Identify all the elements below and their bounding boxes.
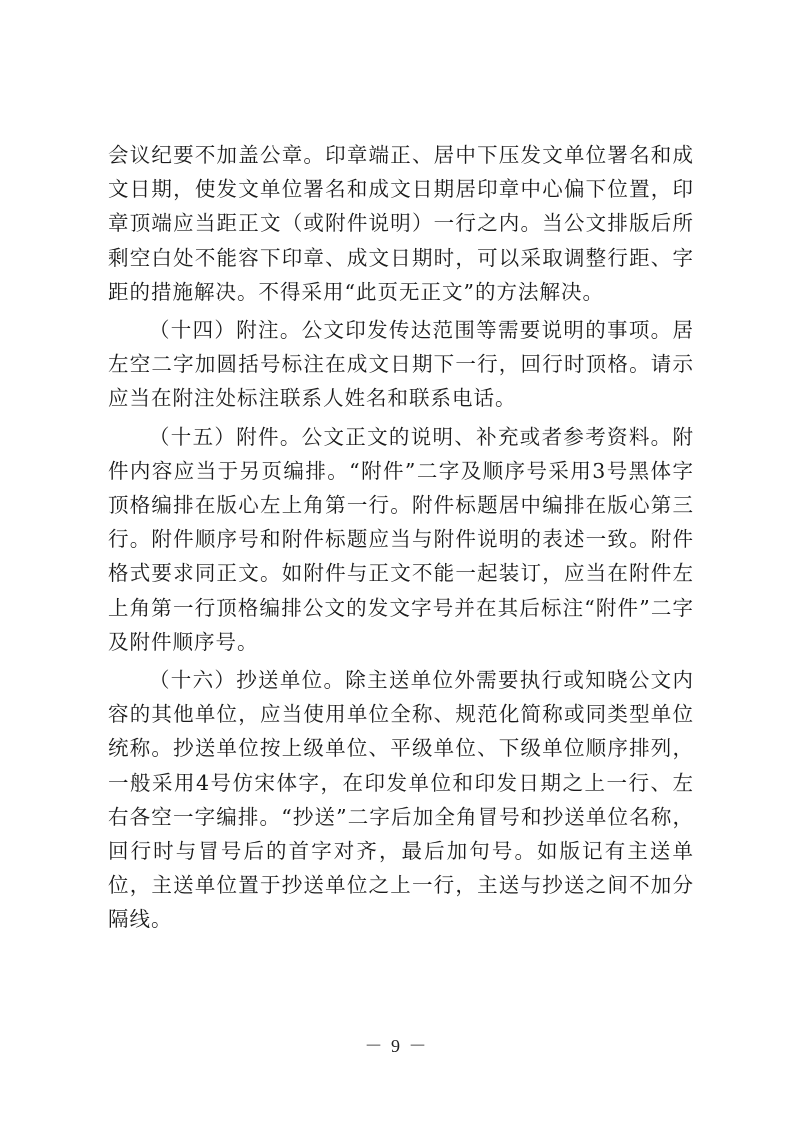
page-number: － 9 － [364, 1036, 429, 1056]
document-body [108, 138, 694, 941]
paragraph-section-16-cc-units: （十六）抄送单位。除主送单位外需要执行或知晓公文内容的其他单位，应当使用单位全称、规范化简称或同类型单位统称。抄送单位按上级单位、平级单位、下级单位顺序排列，一般采用4号仿宋体字，在印发单位和印发日期之上一行、左右各空一字编排。“抄送”二字后加全角冒号和抄送单位名称，回行时与冒号后的首字对齐，最后加句号。如版记有主送单位，主送单位置于抄送单位之上一行，主送与抄送之间不加分隔线。 [108, 668, 694, 932]
paragraph-section-15-attachment: （十五）附件。公文正文的说明、补充或者参考资料。附件内容应当于另页编排。“附件”二字及顺序号采用3号黑体字顶格编排在版心左上角第一行。附件标题居中编排在版心第三行。附件顺序号和附件标题应当与附件说明的表述一致。附件格式要求同正文。如附件与正文不能一起装订，应当在附件左上角第一行顶格编排公文的发文字号并在其后标注“附件”二字及附件顺序号。 [108, 424, 694, 654]
paragraph-seal-continuation: 会议纪要不加盖公章。印章端正、居中下压发文单位署名和成文日期，使发文单位署名和成文日期居印章中心偏下位置，印章顶端应当距正文（或附件说明）一行之内。当公文排版后所剩空白处不能容下印章、成文日期时，可以采取调整行距、字距的措施解决。不得采用“此页无正文”的方法解决。 [108, 143, 694, 304]
paragraph-section-14-annotation: （十四）附注。公文印发传达范围等需要说明的事项。居左空二字加圆括号标注在成文日期下一行，回行时顶格。请示应当在附注处标注联系人姓名和联系电话。 [108, 318, 694, 411]
